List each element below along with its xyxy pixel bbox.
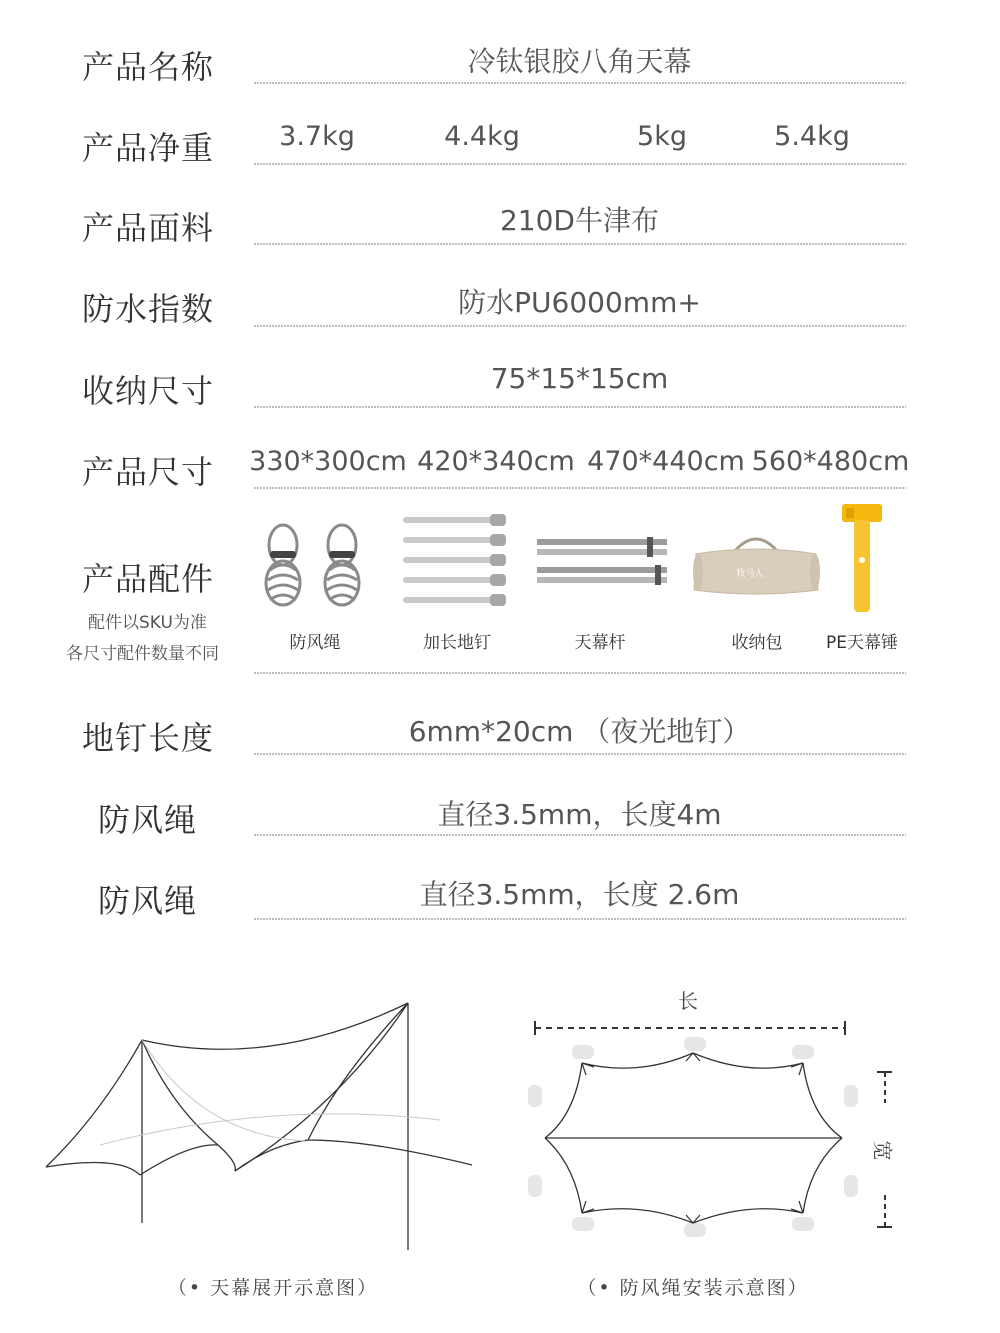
- spec-label: 产品净重: [82, 129, 215, 167]
- spec-value: 直径3.5mm，长度4m: [437, 798, 722, 831]
- accessory-name: 收纳包: [731, 633, 783, 653]
- size-value: 560*480cm: [751, 446, 910, 477]
- spec-value: 6mm*20cm （夜光地钉）: [408, 715, 751, 748]
- tarp-setup-diagram: [40, 995, 480, 1255]
- size-value: 330*300cm: [249, 446, 407, 477]
- bag-icon: [690, 532, 822, 600]
- weight-value: 4.4kg: [444, 121, 520, 152]
- spec-values: [262, 121, 892, 152]
- weight-value: 5.4kg: [774, 121, 850, 152]
- rope-icon: [258, 515, 368, 610]
- rope-install-diagram: [520, 1015, 920, 1245]
- divider: [254, 487, 906, 489]
- spec-label: 地钉长度: [82, 719, 215, 757]
- bag-logo-text: 牧马人: [736, 569, 764, 579]
- width-label: 宽: [870, 1140, 895, 1161]
- divider: [254, 753, 906, 755]
- accessory-note: 各尺寸配件数量不同: [66, 644, 219, 664]
- weight-value: 3.7kg: [279, 121, 355, 152]
- size-value: 470*440cm: [587, 446, 745, 477]
- spec-label: 产品尺寸: [82, 453, 215, 491]
- spec-label: 产品面料: [82, 209, 215, 247]
- spec-label: 防水指数: [82, 290, 215, 328]
- divider: [254, 918, 906, 920]
- spec-value: 75*15*15cm: [490, 362, 669, 395]
- divider: [254, 406, 906, 408]
- spec-label: 收纳尺寸: [82, 372, 215, 410]
- weight-value: 5kg: [637, 121, 687, 152]
- spec-label: 产品名称: [82, 48, 215, 86]
- hammer-icon: [840, 502, 884, 616]
- spec-label: 产品配件: [82, 560, 215, 598]
- divider: [254, 834, 906, 836]
- accessory-name: 防风绳: [289, 633, 341, 653]
- spec-value: 防水PU6000mm+: [458, 286, 701, 319]
- divider: [254, 672, 906, 674]
- length-label: 长: [678, 989, 698, 1013]
- divider: [254, 163, 906, 165]
- divider: [254, 82, 906, 84]
- stake-icon: [402, 512, 510, 610]
- spec-label: 防风绳: [98, 801, 198, 839]
- rope-caption: （• 防风绳安装示意图）: [577, 1277, 809, 1299]
- divider: [254, 243, 906, 245]
- accessory-name: 天幕杆: [574, 633, 626, 653]
- spec-value: 210D牛津布: [499, 204, 659, 237]
- divider: [254, 325, 906, 327]
- spec-label: 防风绳: [98, 882, 198, 920]
- size-value: 420*340cm: [417, 446, 575, 477]
- accessory-note: 配件以SKU为准: [88, 613, 207, 633]
- accessory-name: 加长地钉: [423, 633, 491, 653]
- accessory-name: PE天幕锤: [826, 633, 898, 653]
- setup-caption: （• 天幕展开示意图）: [167, 1277, 379, 1299]
- spec-value: 冷钛银胶八角天幕: [467, 45, 692, 78]
- spec-values: [245, 446, 910, 477]
- spec-value: 直径3.5mm，长度 2.6m: [419, 878, 740, 911]
- pole-icon: [537, 537, 669, 593]
